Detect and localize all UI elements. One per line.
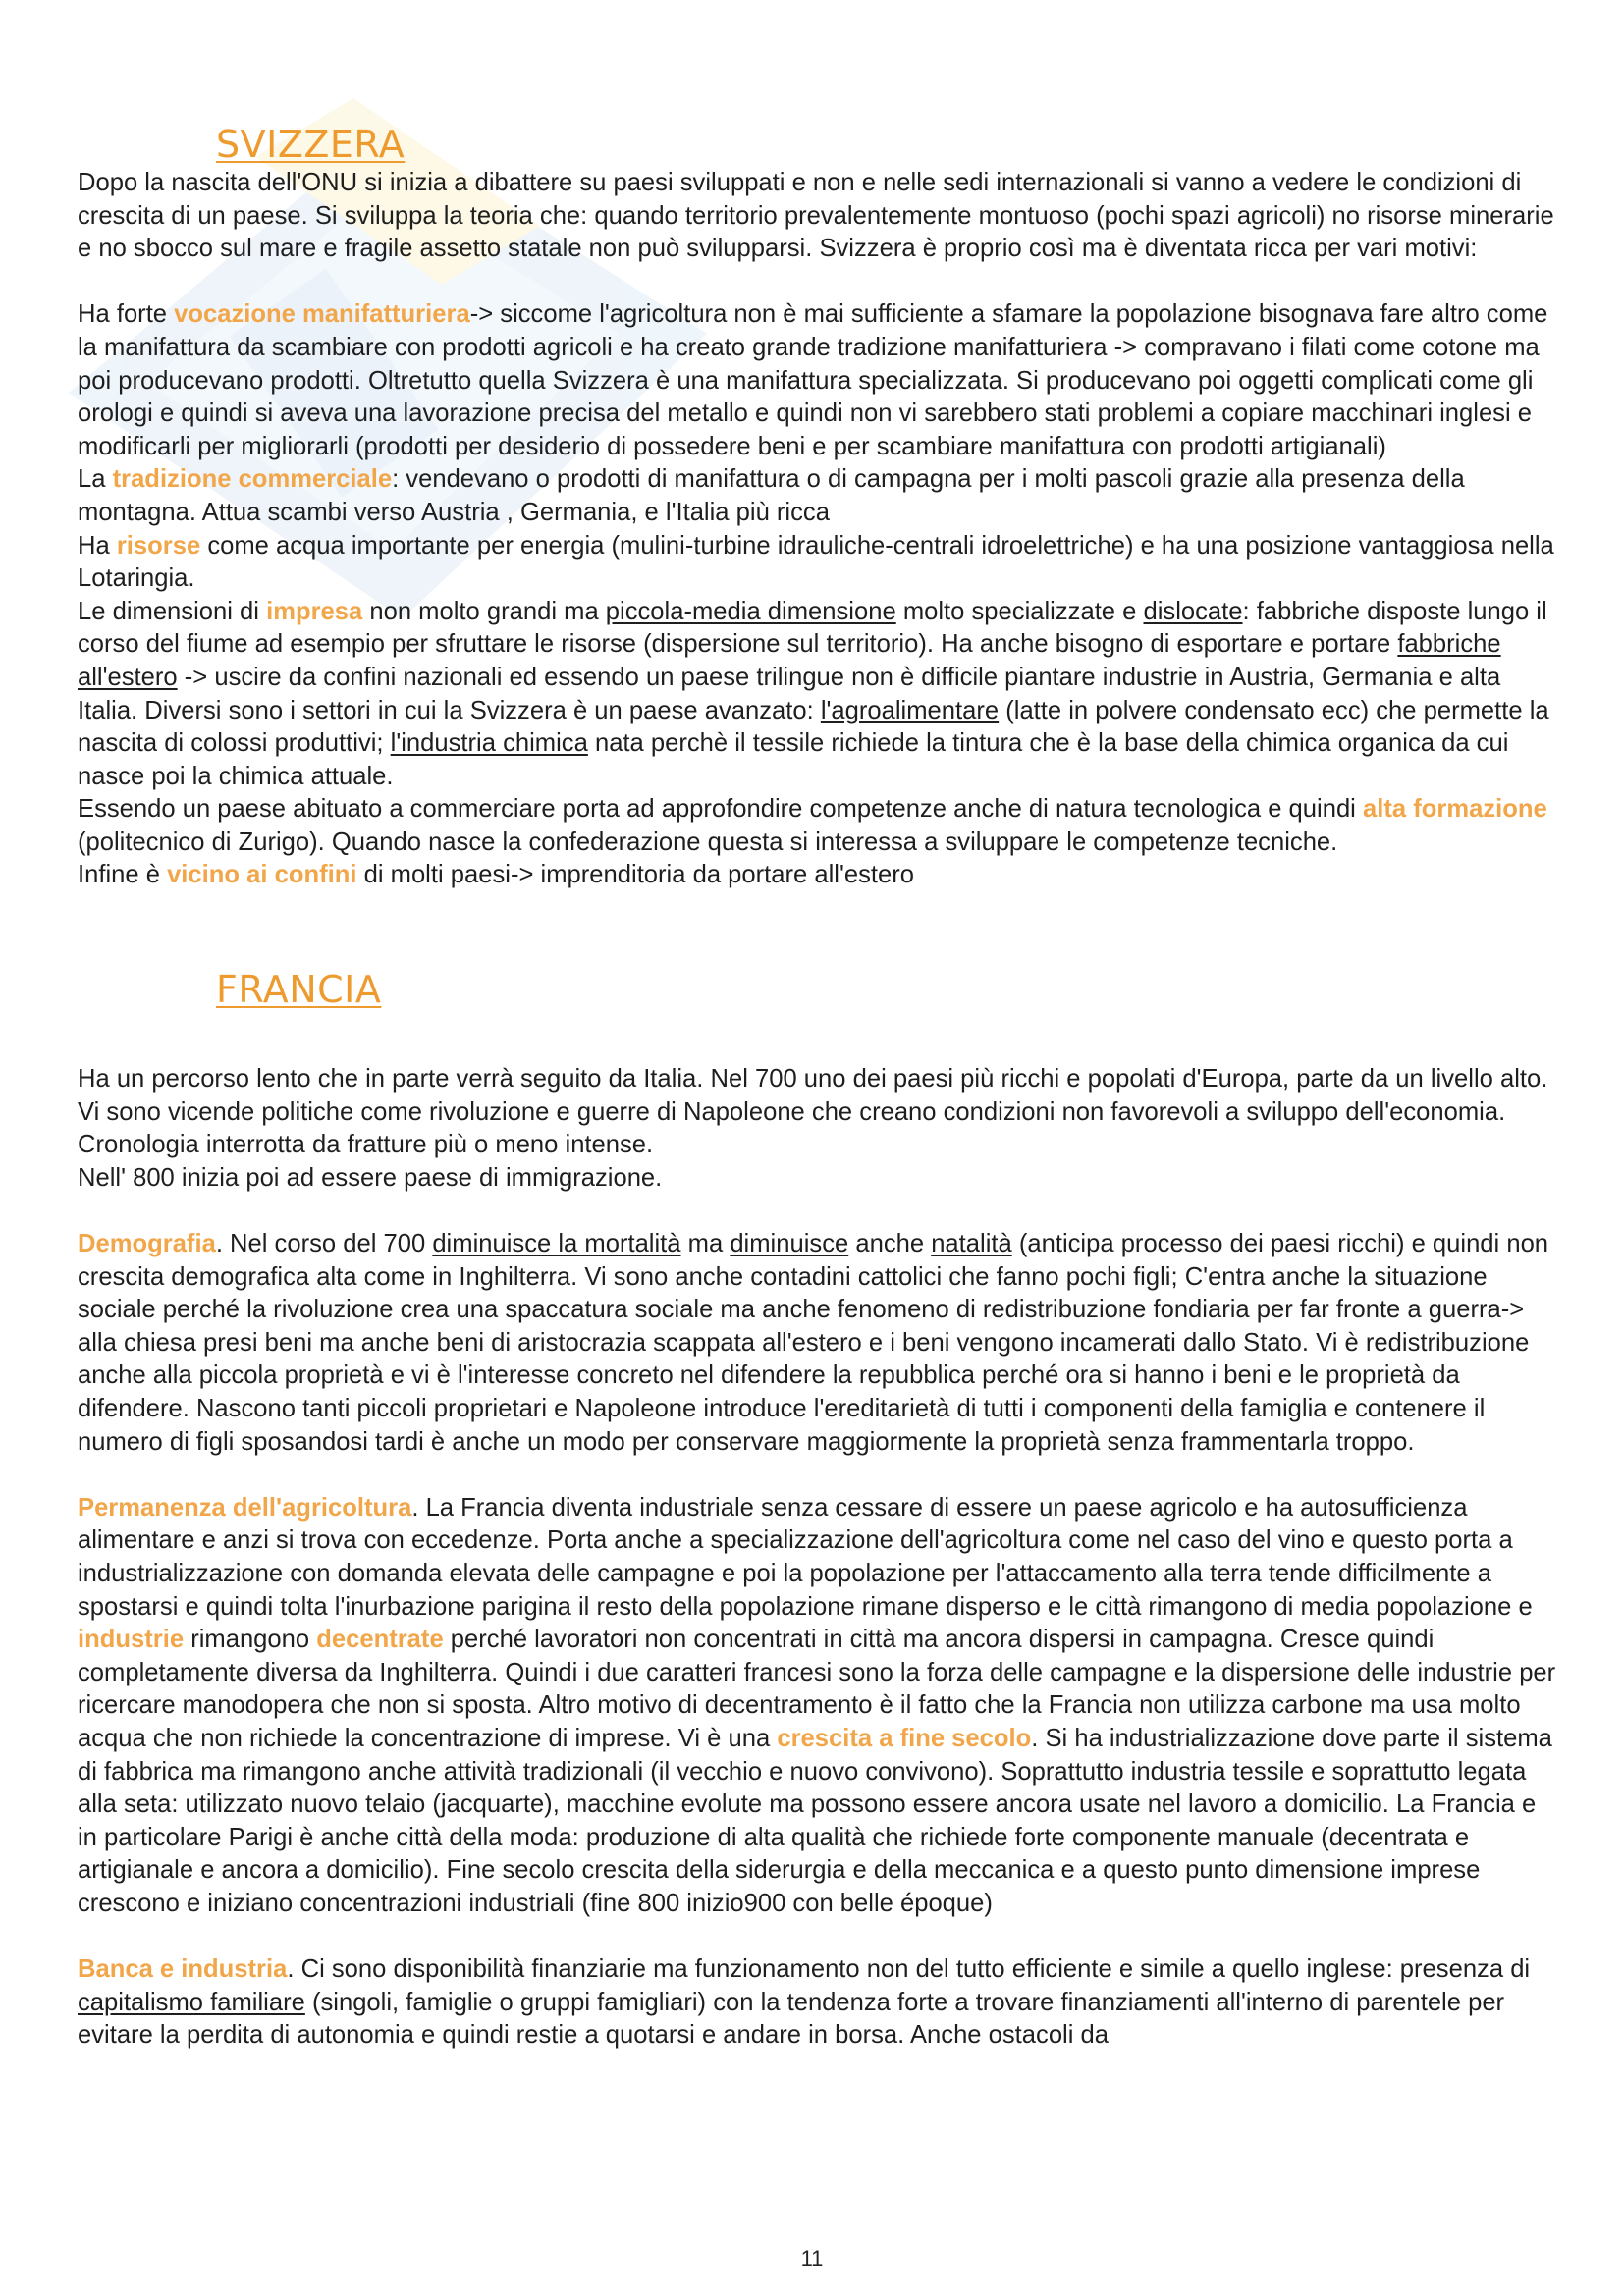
- francia-paragraph-intro: Ha un percorso lento che in parte verrà seguito da Italia. Nel 700 uno dei paesi più ricchi e popolati d'Europa, parte da un livello alto. Vi sono vicende politiche come rivoluzione e guerre di Napoleone che creano condizioni non favorevoli a sviluppo dell'economia. Cronologia interrotta da fratture più o meno intense.: [78, 1065, 1548, 1159]
- francia-paragraph-demografia: Demografia. Nel corso del 700 diminuisce la mortalità ma diminuisce anche natalità (anticipa processo dei paesi ricchi) e quindi non crescita demografica alta come in Inghilterra. Vi sono anche contadini cattolici che fanno pochi figli; C'entra anche la situazione sociale perché la rivoluzione crea una spaccatura sociale ma anche fenomeno di redistribuzione fondiaria per far fronte a guerra-> alla chiesa presi beni ma anche beni di aristocrazia scappata all'estero e i beni vengono incamerati dallo Stato. Vi è redistribuzione anche alla piccola proprietà e vi è l'interesse concreto nel difendere la repubblica perché ora si hanno i beni e le proprietà da difendere. Nascono tanti piccoli proprietari e Napoleone introduce l'ereditarietà di tutti i componenti della famiglia e contenere il numero di figli sposandosi tardi è anche un modo per conservare maggiormente la proprietà senza frammentarla troppo.: [78, 1230, 1549, 1456]
- svizzera-paragraph-risorse: Ha risorse come acqua importante per energia (mulini-turbine idrauliche-centrali idroelettriche) e ha una posizione vantaggiosa nella Lotaringia.: [78, 531, 1554, 593]
- section-title-francia: FRANCIA: [216, 968, 382, 1012]
- highlight-term: impresa: [266, 597, 363, 625]
- highlight-term: alta formazione: [1362, 795, 1547, 824]
- highlight-term: Permanenza dell'agricoltura: [78, 1493, 412, 1522]
- svizzera-paragraph-formazione: Essendo un paese abituato a commerciare porta ad approfondire competenze anche di natura tecnologica e quindi alta formazione (politecnico di Zurigo). Quando nasce la confederazione questa si interessa a sviluppare le competenze tecniche.: [78, 795, 1547, 856]
- underlined-term: l'agroalimentare: [820, 696, 1000, 724]
- highlight-term: decentrate: [316, 1626, 444, 1654]
- underlined-term: diminuisce la mortalità: [432, 1230, 681, 1258]
- svizzera-paragraph-intro: Dopo la nascita dell'ONU si inizia a dibattere su paesi sviluppati e non e nelle sedi internazionali si vanno a vedere le condizioni di crescita di un paese. Si sviluppa la teoria che: quando territorio prevalentemente montuoso (pochi spazi agricoli) no risorse minerarie e no sbocco sul mare e fragile assetto statale non può svilupparsi. Svizzera è proprio così ma è diventata ricca per vari motivi:: [78, 169, 1554, 263]
- francia-paragraph-immigrazione: Nell' 800 inizia poi ad essere paese di immigrazione.: [78, 1163, 663, 1192]
- francia-paragraph-agricoltura: Permanenza dell'agricoltura. La Francia diventa industriale senza cessare di essere un paese agricolo e ha autosufficienza alimentare e anzi si trova con eccedenze. Porta anche a specializzazione dell'agricoltura come nel caso del vino e questo porta a industrializzazione con domanda elevata delle campagne e poi la popolazione per l'attaccamento alla terra tende difficilmente a spostarsi e quindi tolta l'inurbazione parigina il resto della popolazione rimane disperso e le città rimangono di media popolazione e industrie rimangono decentrate perché lavoratori non concentrati in città ma ancora dispersi in campagna. Cresce quindi completamente diversa da Inghilterra. Quindi i due caratteri francesi sono la forza delle campagne e la dispersione delle industrie per ricercare manodopera che non si sposta. Altro motivo di decentramento è il fatto che la Francia non utilizza carbone ma usa molto acqua che non richiede la concentrazione di imprese. Vi è una crescita a fine secolo. Si ha industrializzazione dove parte il sistema di fabbrica ma rimangono anche attività tradizionali (il vecchio e nuovo convivono). Soprattutto industria tessile e soprattutto legata alla seta: utilizzato nuovo telaio (jacquarte), macchine evolute ma possono essere ancora usate nel lavoro a domicilio. La Francia e in particolare Parigi è anche città della moda: produzione di alta qualità che richiede forte componente manuale (decentrata e artigianale e ancora a domicilio). Fine secolo crescita della siderurgia e della meccanica e a questo punto dimensione imprese crescono e iniziano concentrazioni industriali (fine 800 inizio900 con belle époque): [78, 1493, 1556, 1917]
- svizzera-paragraph-manifattura: Ha forte vocazione manifatturiera-> siccome l'agricoltura non è mai sufficiente a sfamare la popolazione bisognava fare altro come la manifattura da scambiare con prodotti agricoli e ha creato grande tradizione manifatturiera -> compravano i filati come cotone ma poi producevano prodotti. Oltretutto quella Svizzera è una manifattura specializzata. Si producevano poi oggetti complicati come gli orologi e quindi si aveva una lavorazione precisa del metallo e quindi non vi sarebbero stati problemi a copiare macchinari inglesi e modificarli per migliorarli (prodotti per desiderio di possedere beni e per scambiare manifattura con prodotti artigianali): [78, 300, 1548, 460]
- highlight-term: crescita a fine secolo: [777, 1724, 1032, 1752]
- highlight-term: tradizione commerciale: [112, 465, 393, 494]
- section-title-svizzera: SVIZZERA: [216, 123, 406, 166]
- underlined-term: l'industria chimica: [390, 729, 588, 758]
- page-content: [78, 122, 1560, 2053]
- underlined-term: capitalismo familiare: [78, 1988, 305, 2016]
- underlined-term: piccola-media dimensione: [605, 597, 896, 625]
- francia-paragraph-banca: Banca e industria. Ci sono disponibilità finanziarie ma funzionamento non del tutto efficiente e simile a quello inglese: presenza di capitalismo familiare (singoli, famiglie o gruppi famigliari) con la tendenza forte a trovare finanziamenti all'interno di parentele per evitare la perdita di autonomia e quindi restie a quotarsi e andare in borsa. Anche ostacoli da: [78, 1955, 1531, 2050]
- highlight-term: vicino ai confini: [167, 861, 357, 889]
- svizzera-paragraph-impresa: Le dimensioni di impresa non molto grandi ma piccola-media dimensione molto specializzate e dislocate: fabbriche disposte lungo il corso del fiume ad esempio per sfruttare le risorse (dispersione sul territorio). Ha anche bisogno di esportare e portare fabbriche all'estero -> uscire da confini nazionali ed essendo un paese trilingue non è difficile piantare industrie in Austria, Germania e alta Italia. Diversi sono i settori in cui la Svizzera è un paese avanzato: l'agroalimentare (latte in polvere condensato ecc) che permette la nascita di colossi produttivi; l'industria chimica nata perchè il tessile richiede la tintura che è la base della chimica organica da cui nasce poi la chimica attuale.: [78, 597, 1549, 790]
- highlight-term: Demografia: [78, 1230, 216, 1258]
- page-number: 11: [800, 2246, 824, 2270]
- svizzera-paragraph-commerciale: La tradizione commerciale: vendevano o prodotti di manifattura o di campagna per i molti pascoli grazie alla presenza della montagna. Attua scambi verso Austria , Germania, e l'Italia più ricca: [78, 465, 1465, 526]
- underlined-term: fabbriche all'estero: [78, 630, 1501, 691]
- highlight-term: Banca e industria: [78, 1955, 288, 1984]
- underlined-term: natalità: [931, 1230, 1012, 1258]
- underlined-term: diminuisce: [730, 1230, 849, 1258]
- highlight-term: risorse: [116, 531, 201, 560]
- underlined-term: dislocate: [1143, 597, 1243, 625]
- svizzera-paragraph-confini: Infine è vicino ai confini di molti paesi-> imprenditoria da portare all'estero: [78, 861, 914, 889]
- highlight-term: industrie: [78, 1626, 185, 1654]
- highlight-term: vocazione manifatturiera: [174, 300, 470, 329]
